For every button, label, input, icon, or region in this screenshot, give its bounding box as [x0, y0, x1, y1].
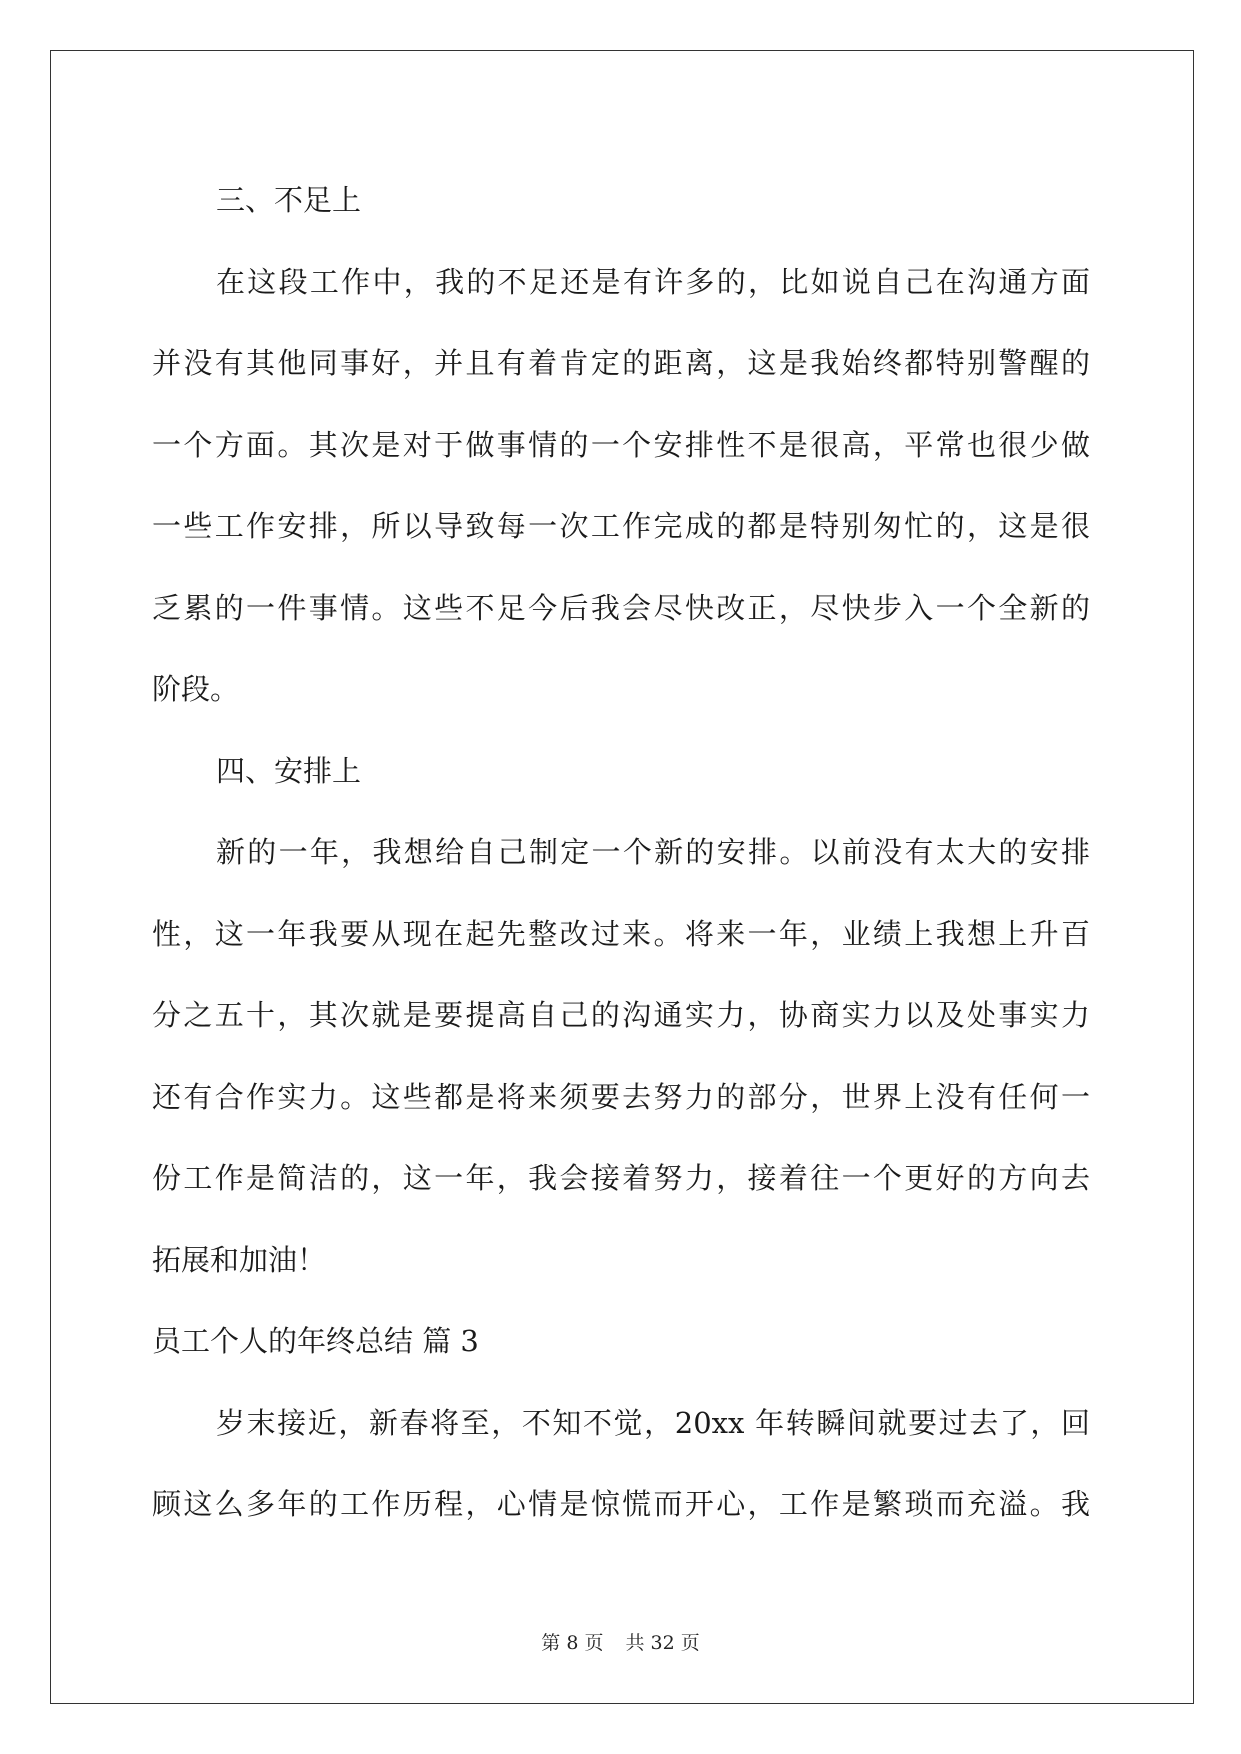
paragraph-line: 一些工作安排，所以导致每一次工作完成的都是特别匆忙的，这是很	[152, 509, 1090, 543]
paragraph-line: 新的一年，我想给自己制定一个新的安排。以前没有太大的安排	[216, 835, 1090, 869]
paragraph-line: 岁末接近，新春将至，不知不觉，20xx 年转瞬间就要过去了，回	[216, 1405, 1090, 1440]
paragraph-line: 在这段工作中，我的不足还是有许多的，比如说自己在沟通方面	[216, 264, 1090, 299]
paragraph-line: 乏累的一件事情。这些不足今后我会尽快改正，尽快步入一个全新的	[152, 590, 1090, 625]
paragraph-line: 拓展和加油！	[152, 1242, 327, 1277]
paragraph-line: 分之五十，其次就是要提高自己的沟通实力，协商实力以及处事实力	[152, 998, 1090, 1032]
paragraph-line: 一个方面。其次是对于做事情的一个安排性不是很高，平常也很少做	[152, 427, 1090, 462]
paragraph-line: 顾这么多年的工作历程，心情是惊慌而开心，工作是繁琐而充溢。我	[152, 1487, 1090, 1521]
paragraph-line: 并没有其他同事好，并且有着肯定的距离，这是我始终都特别警醒的	[152, 346, 1090, 380]
article-title: 员工个人的年终总结 篇 3	[152, 1324, 479, 1358]
paragraph-line: 性，这一年我要从现在起先整改过来。将来一年，业绩上我想上升百	[152, 916, 1090, 951]
page-total: 共 32 页	[625, 1632, 700, 1654]
section-heading-shortcomings: 三、不足上	[216, 183, 362, 217]
document-body	[152, 160, 1090, 1546]
page-number: 第 8 页	[541, 1632, 604, 1654]
paragraph-line: 还有合作实力。这些都是将来须要去努力的部分，世界上没有任何一	[152, 1079, 1090, 1114]
section-heading-plan: 四、安排上	[216, 753, 362, 788]
paragraph-line: 阶段。	[152, 672, 240, 706]
page-footer	[0, 1628, 1241, 1655]
paragraph-line: 份工作是简洁的，这一年，我会接着努力，接着往一个更好的方向去	[152, 1161, 1090, 1195]
